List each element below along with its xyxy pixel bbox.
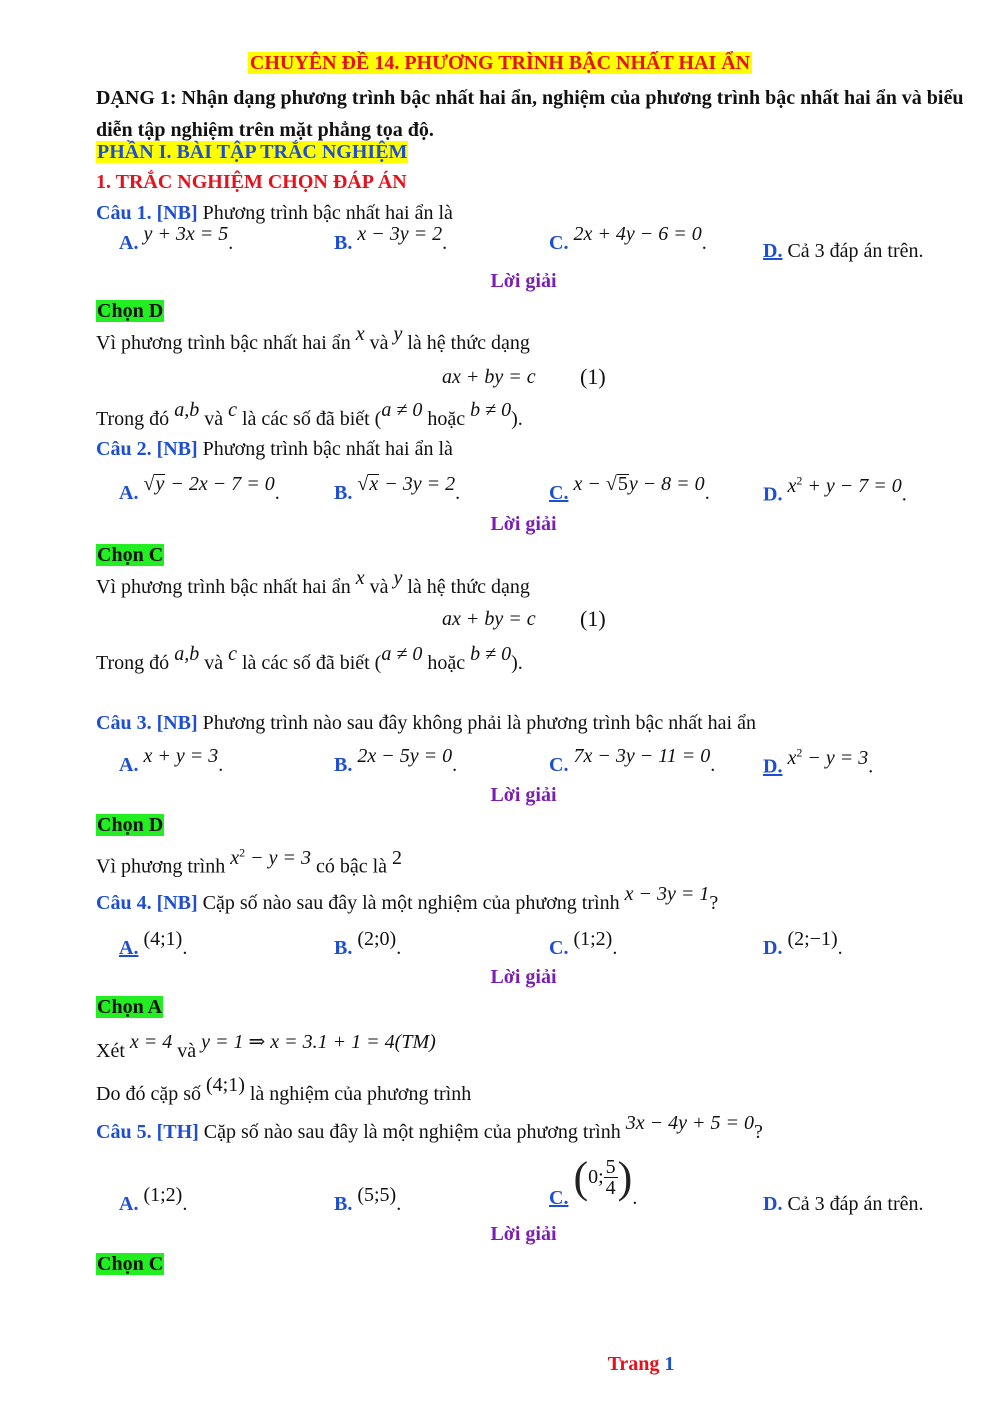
question-4: Câu 4. [NB] Cặp số nào sau đây là một nghiệm của phương trình x − 3y = 1? bbox=[96, 883, 719, 914]
question-5: Câu 5. [TH] Cặp số nào sau đây là một nghiệm của phương trình 3x − 4y + 5 = 0? bbox=[96, 1112, 763, 1143]
q3-option-b: B. 2x − 5y = 0. bbox=[334, 745, 458, 776]
subsection-heading: 1. TRẮC NGHIỆM CHỌN ĐÁP ÁN bbox=[96, 171, 407, 193]
part-heading: PHẦN I. BÀI TẬP TRẮC NGHIỆM bbox=[97, 141, 408, 163]
q2-explanation: Vì phương trình bậc nhất hai ẩn x và y là hệ thức dạng bbox=[96, 567, 530, 598]
q5-option-a: A. (1;2). bbox=[119, 1184, 188, 1215]
solution-label: Lời giải bbox=[490, 1223, 557, 1245]
q1-option-a: A. y + 3x = 5. bbox=[119, 223, 234, 254]
q2-option-c: C. x − √5y − 8 = 0. bbox=[549, 473, 710, 504]
q4-option-c: C. (1;2). bbox=[549, 928, 618, 959]
q2-condition: Trong đó a,b và c là các số đã biết (a ≠ 0 hoặc b ≠ 0). bbox=[96, 643, 523, 674]
page-number: Trang 1 bbox=[607, 1353, 675, 1375]
q4-option-d: D. (2;−1). bbox=[763, 928, 843, 959]
answer-badge: Chọn D bbox=[97, 300, 164, 322]
page-title: CHUYÊN ĐỀ 14. PHƯƠNG TRÌNH BẬC NHẤT HAI ẨN bbox=[249, 52, 751, 74]
q2-option-b: B. √x − 3y = 2. bbox=[334, 473, 461, 504]
q4-check: Xét x = 4 và y = 1 ⇒ x = 3.1 + 1 = 4(TM) bbox=[96, 1031, 436, 1062]
q1-general-form: ax + by = c bbox=[442, 366, 536, 388]
question-3: Câu 3. [NB] Phương trình nào sau đây không phải là phương trình bậc nhất hai ẩn bbox=[96, 712, 756, 734]
question-1: Câu 1. [NB] Phương trình bậc nhất hai ẩn là bbox=[96, 202, 453, 224]
q2-option-a: A. √y − 2x − 7 = 0. bbox=[119, 473, 280, 504]
q1-eq-number: (1) bbox=[580, 364, 606, 389]
q5-option-d: D. Cả 3 đáp án trên. bbox=[763, 1193, 924, 1215]
q3-explanation: Vì phương trình $x^2 - y = 3$ có bậc là 2 bbox=[96, 845, 403, 878]
q2-general-form: ax + by = c bbox=[442, 608, 536, 630]
q5-option-c: C. (0; $\frac{5}{4}$ ). bbox=[549, 1153, 638, 1210]
q1-option-c: C. 2x + 4y − 6 = 0. bbox=[549, 223, 707, 254]
q1-condition: Trong đó a,b và c là các số đã biết (a ≠ 0 hoặc b ≠ 0). bbox=[96, 399, 523, 430]
q1-option-b: B. x − 3y = 2. bbox=[334, 223, 448, 254]
solution-label: Lời giải bbox=[490, 513, 557, 535]
q4-option-b: B. (2;0). bbox=[334, 928, 402, 959]
solution-label: Lời giải bbox=[490, 784, 557, 806]
q5-option-b: B. (5;5). bbox=[334, 1184, 402, 1215]
answer-badge: Chọn C bbox=[97, 544, 164, 566]
question-2: Câu 2. [NB] Phương trình bậc nhất hai ẩn là bbox=[96, 438, 453, 460]
q1-explanation: Vì phương trình bậc nhất hai ẩn x và y là hệ thức dạng bbox=[96, 323, 530, 354]
answer-badge: Chọn C bbox=[97, 1253, 164, 1275]
q1-option-d: D. Cả 3 đáp án trên. bbox=[763, 240, 924, 262]
q4-conclusion: Do đó cặp số (4;1) là nghiệm của phương trình bbox=[96, 1074, 472, 1105]
answer-badge: Chọn D bbox=[97, 814, 164, 836]
q2-eq-number: (1) bbox=[580, 606, 606, 631]
q3-option-a: A. x + y = 3. bbox=[119, 745, 224, 776]
q2-option-d: D. $x^2 + y - 7 = 0$. bbox=[763, 473, 907, 506]
q4-option-a: A. (4;1). bbox=[119, 928, 188, 959]
solution-label: Lời giải bbox=[490, 270, 557, 292]
q3-option-d: D. $x^2 - y = 3$. bbox=[763, 745, 874, 778]
q3-option-c: C. 7x − 3y − 11 = 0. bbox=[549, 745, 716, 776]
answer-badge: Chọn A bbox=[97, 996, 163, 1018]
solution-label: Lời giải bbox=[490, 966, 557, 988]
section-heading: DẠNG 1: Nhận dạng phương trình bậc nhất hai ẩn, nghiệm của phương trình bậc nhất hai ẩn và biểu diễn tập nghiệm trên mặt phẳng tọa độ. bbox=[96, 87, 964, 141]
